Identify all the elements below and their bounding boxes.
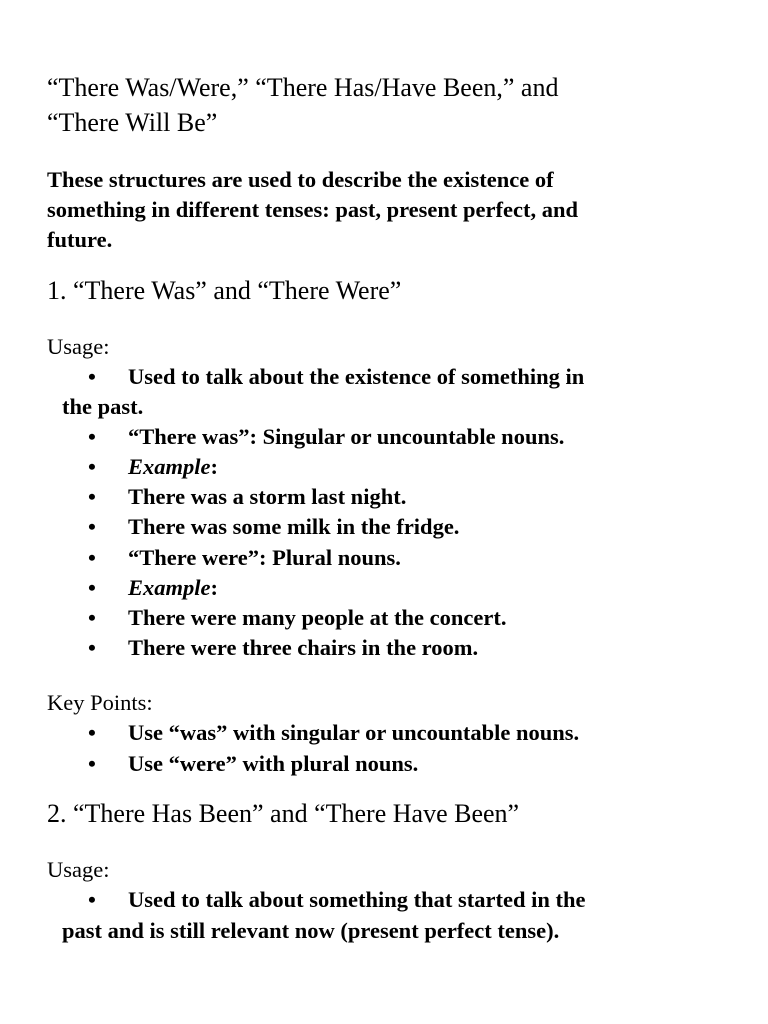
example-word: Example [128, 575, 211, 600]
section-1-usage-item-1: Used to talk about the existence of something in [128, 364, 585, 389]
section-1-key-points-label: Key Points: [47, 690, 153, 715]
section-1-heading: 1. “There Was” and “There Were” [47, 276, 402, 305]
section-1-usage-label: Usage: [47, 334, 110, 359]
intro-paragraph-line-1: These structures are used to describe the existence of [47, 167, 554, 192]
example-word: Example [128, 454, 211, 479]
bullet-icon: • [88, 720, 96, 745]
section-2-usage-item-1: Used to talk about something that started in the [128, 887, 586, 912]
example-colon: : [210, 454, 218, 479]
bullet-icon: • [88, 887, 96, 912]
bullet-icon: • [88, 424, 96, 449]
document-title-line-1: “There Was/Were,” “There Has/Have Been,” and [47, 73, 559, 102]
document-title-line-2: “There Will Be” [47, 108, 218, 137]
example-colon: : [210, 575, 218, 600]
section-2-heading: 2. “There Has Been” and “There Have Been” [47, 799, 520, 828]
bullet-icon: • [88, 751, 96, 776]
section-1-key-point-1: Use “was” with singular or uncountable nouns. [128, 720, 580, 745]
bullet-icon: • [88, 545, 96, 570]
bullet-icon: • [88, 605, 96, 630]
section-2-usage-label: Usage: [47, 857, 110, 882]
bullet-icon: • [88, 454, 96, 479]
section-1-usage-item-8: There were many people at the concert. [128, 605, 507, 630]
intro-paragraph-line-2: something in different tenses: past, present perfect, and [47, 197, 579, 222]
section-1-example-label-1 [128, 452, 218, 482]
section-2-usage-item-1-continued: past and is still relevant now (present perfect tense). [62, 918, 560, 943]
section-1-usage-item-1-continued: the past. [62, 394, 144, 419]
bullet-icon: • [88, 364, 96, 389]
section-1-key-point-2: Use “were” with plural nouns. [128, 751, 419, 776]
section-1-usage-item-4: There was a storm last night. [128, 484, 407, 509]
section-1-usage-item-2: “There was”: Singular or uncountable nouns. [128, 424, 565, 449]
intro-paragraph-line-3: future. [47, 227, 113, 252]
bullet-icon: • [88, 514, 96, 539]
section-1-usage-item-6: “There were”: Plural nouns. [128, 545, 401, 570]
section-1-usage-item-9: There were three chairs in the room. [128, 635, 479, 660]
section-1-example-label-2 [128, 573, 218, 603]
bullet-icon: • [88, 635, 96, 660]
bullet-icon: • [88, 575, 96, 600]
section-1-usage-item-5: There was some milk in the fridge. [128, 514, 460, 539]
bullet-icon: • [88, 484, 96, 509]
